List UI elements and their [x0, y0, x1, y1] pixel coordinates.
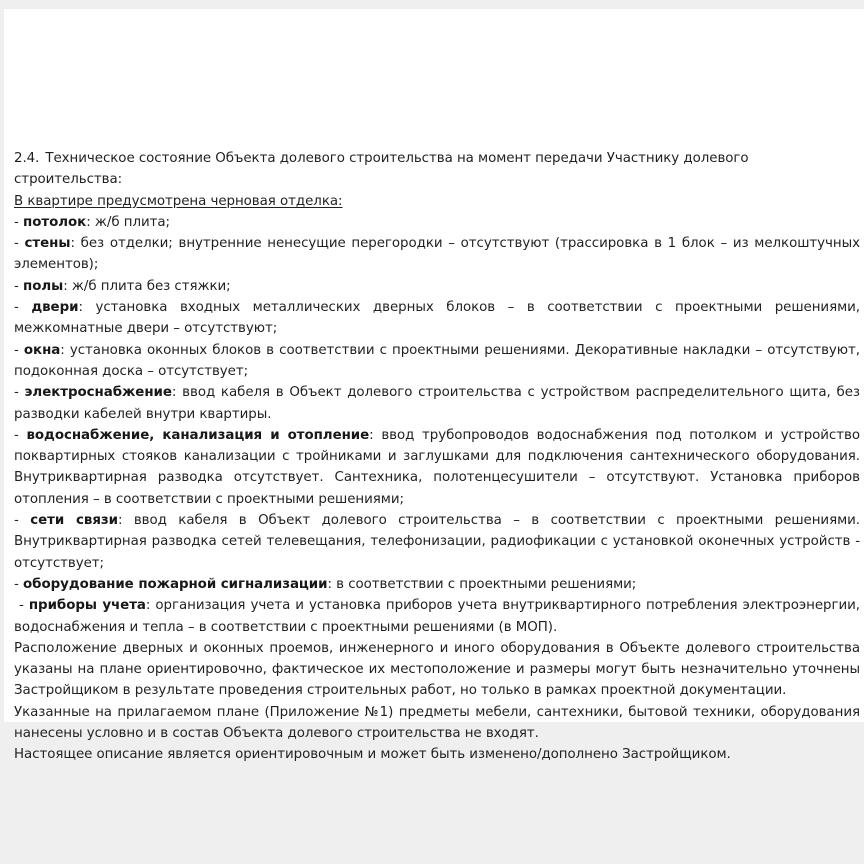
item-text: ввод кабеля в Объект долевого строительства с устройством распределительного щита, без разводки кабелей внутри квартиры. — [14, 385, 860, 422]
item-marker: - — [14, 342, 19, 358]
spec-item-dveri — [14, 297, 860, 340]
item-text: ввод трубопроводов водоснабжения под потолком и устройство поквартирных стояков канализации с тройниками и заглушками для подключения сантехнического оборудования. Внутриквартирная разводка отсутствует. Сантехника, полотенцесушители – отсутствуют. Установка приборов отопления – в соответствии с проектными решениями; — [14, 427, 860, 507]
spec-item-seti-svyazi — [14, 510, 860, 574]
item-text: установка оконных блоков в соответствии с проектными решениями. Декоративные накладки – отсутствуют, подоконная доска – отсутствует; — [14, 342, 860, 379]
spec-item-pozharnaya-signalizaciya — [14, 574, 860, 595]
document-page — [4, 9, 864, 763]
item-label: потолок — [23, 214, 87, 230]
spec-item-potolok — [14, 212, 860, 233]
item-marker: - — [14, 385, 19, 401]
spec-item-elektrosnabzhenie — [14, 382, 860, 425]
item-separator: : — [70, 236, 75, 252]
subheading — [14, 191, 860, 212]
item-separator: : — [171, 385, 177, 401]
clause-number: 2.4. — [14, 151, 40, 166]
closing-paragraph-furniture: Указанные на прилагаемом плане (Приложение №1) предметы мебели, сантехники, бытовой техники, оборудования нанесены условно и в состав Объекта долевого строительства не входят. — [14, 704, 860, 742]
item-label: стены — [24, 236, 71, 252]
spec-item-poly — [14, 276, 860, 297]
item-separator: : — [145, 598, 151, 614]
spec-item-vodosnabzhenie — [14, 425, 860, 510]
item-text: в соответствии с проектными решениями; — [331, 576, 637, 592]
item-separator: : — [117, 513, 123, 529]
item-marker: - — [14, 427, 19, 443]
item-marker: - — [19, 598, 24, 614]
item-marker: - — [14, 300, 19, 316]
item-label: окна — [23, 342, 61, 358]
item-label: полы — [23, 278, 64, 294]
item-separator: : — [60, 342, 65, 358]
item-label: сети связи — [30, 513, 118, 529]
item-text: без отделки; внутренние ненесущие перегородки – отсутствуют (трассировка в 1 блок – из мелкоштучных элементов); — [14, 236, 860, 273]
item-label: водоснабжение, канализация и отопление — [26, 427, 370, 443]
item-label: приборы учета — [28, 598, 146, 614]
clause-heading — [14, 148, 860, 191]
item-marker: - — [14, 236, 19, 252]
item-text: ж/б плита без стяжки; — [67, 278, 231, 294]
item-label: электроснабжение — [24, 385, 172, 401]
item-separator: : — [369, 427, 374, 443]
spec-item-pribory-ucheta — [14, 595, 860, 638]
closing-paragraph-disclaimer: Настоящее описание является ориентировочным и может быть изменено/дополнено Застройщиком. — [14, 747, 731, 763]
subheading-text: В квартире предусмотрена черновая отделка: — [14, 193, 343, 209]
item-marker: - — [14, 214, 19, 230]
document-text-body — [14, 148, 860, 766]
item-text: организация учета и установка приборов учета внутриквартирного потребления электроэнергии, водоснабжения и тепла – в соответствии с проектными решениями (в МОП). — [14, 598, 860, 635]
item-text: ж/б плита; — [90, 214, 170, 230]
item-separator: : — [78, 300, 83, 316]
item-marker: - — [14, 278, 19, 294]
item-label: оборудование пожарной сигнализации — [23, 576, 328, 592]
item-separator: : — [327, 576, 332, 592]
item-marker: - — [14, 576, 19, 592]
item-label: двери — [31, 300, 79, 316]
item-separator: : — [86, 214, 91, 230]
item-text: ввод кабеля в Объект долевого строительства – в соответствии с проектными решениями. Внутриквартирная разводка сетей телевещания, телефонизации, радиофикации с установкой оконечных устройств - отсутствует; — [14, 513, 860, 571]
item-separator: : — [63, 278, 68, 294]
closing-paragraph-layout: Расположение дверных и оконных проемов, инженерного и иного оборудования в Объекте долевого строительства указаны на плане ориентировочно, фактическое их местоположение и размеры могут быть незначительно уточнены Застройщиком в результате проведения строительных работ, но только в рамках проектной документации. — [14, 640, 860, 699]
spec-item-okna — [14, 340, 860, 383]
item-text: установка входных металлических дверных блоков – в соответствии с проектными решениями, межкомнатные двери – отсутствуют; — [14, 300, 860, 337]
spec-item-steny — [14, 233, 860, 276]
item-marker: - — [14, 513, 19, 529]
clause-title: Техническое состояние Объекта долевого строительства на момент передачи Участнику долевого строительства: — [14, 151, 749, 188]
